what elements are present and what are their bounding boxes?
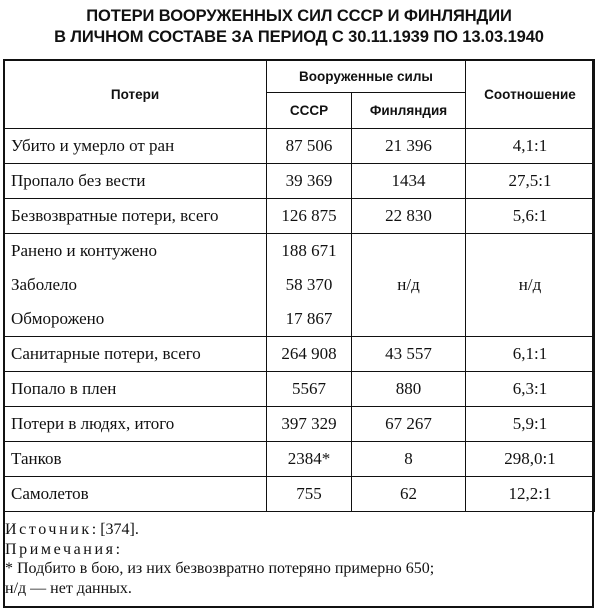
- row-ussr-value: 264 908: [267, 337, 352, 372]
- row-finland-value: 8: [352, 442, 466, 477]
- row-label: Пропало без вести: [4, 164, 267, 199]
- row-label: Попало в плен: [4, 372, 267, 407]
- row-ussr-value: 17 867: [267, 302, 352, 337]
- row-label: Безвозвратные потери, всего: [4, 199, 267, 234]
- source-line: [5, 520, 590, 540]
- row-ussr-value: 58 370: [267, 268, 352, 302]
- row-label: Обморожено: [4, 302, 267, 337]
- row-label: Заболело: [4, 268, 267, 302]
- table-row: [4, 407, 595, 442]
- table-row: [4, 199, 595, 234]
- row-finland-value: 21 396: [352, 129, 466, 164]
- header-ratio: Соотношение: [466, 60, 595, 129]
- table-row: [4, 337, 595, 372]
- row-ussr-value: 126 875: [267, 199, 352, 234]
- remarks-label: Примечания: [5, 540, 116, 558]
- row-label: Ранено и контужено: [4, 234, 267, 269]
- row-ussr-value: 755: [267, 477, 352, 512]
- row-ussr-value: 39 369: [267, 164, 352, 199]
- row-ratio-value: 4,1:1: [466, 129, 595, 164]
- row-ratio-value: 27,5:1: [466, 164, 595, 199]
- header-finland: Финляндия: [352, 93, 466, 129]
- header-losses: Потери: [4, 60, 267, 129]
- footnote-nd: н/д — нет данных.: [5, 579, 132, 597]
- remarks-heading: [5, 540, 590, 560]
- row-finland-value: н/д: [352, 234, 466, 337]
- row-label: Танков: [4, 442, 267, 477]
- row-label: Потери в людях, итого: [4, 407, 267, 442]
- row-ratio-value: 6,3:1: [466, 372, 595, 407]
- table-row: [4, 164, 595, 199]
- header-ussr: СССР: [267, 93, 352, 129]
- table-row: [4, 129, 595, 164]
- table-row: [4, 477, 595, 512]
- row-ussr-value: 397 329: [267, 407, 352, 442]
- source-value: : [374].: [91, 521, 139, 538]
- row-finland-value: 880: [352, 372, 466, 407]
- header-armed-forces: Вооруженные силы: [267, 60, 466, 93]
- row-ratio-value: 5,6:1: [466, 199, 595, 234]
- table-row: [4, 372, 595, 407]
- row-label: Убито и умерло от ран: [4, 129, 267, 164]
- table-row: [4, 442, 595, 477]
- table-row: [4, 234, 595, 269]
- table-title-line-2: В ЛИЧНОМ СОСТАВЕ ЗА ПЕРИОД С 30.11.1939 ПО 13.03.1940: [54, 28, 544, 46]
- row-finland-value: 22 830: [352, 199, 466, 234]
- row-ussr-value: 188 671: [267, 234, 352, 269]
- footnote-asterisk: * Подбито в бою, из них безвозвратно потеряно примерно 650;: [5, 560, 435, 577]
- row-ratio-value: 298,0:1: [466, 442, 595, 477]
- table-title: [0, 6, 598, 48]
- row-label: Санитарные потери, всего: [4, 337, 267, 372]
- row-ussr-value: 2384*: [267, 442, 352, 477]
- row-finland-value: 62: [352, 477, 466, 512]
- row-finland-value: 43 557: [352, 337, 466, 372]
- remarks-colon: :: [115, 540, 121, 558]
- source-label: Источник: [5, 521, 92, 538]
- row-ratio-value: 12,2:1: [466, 477, 595, 512]
- row-finland-value: 67 267: [352, 407, 466, 442]
- losses-table: [3, 59, 595, 512]
- row-finland-value: 1434: [352, 164, 466, 199]
- row-label: Самолетов: [4, 477, 267, 512]
- table-notes: [5, 520, 590, 598]
- row-ussr-value: 5567: [267, 372, 352, 407]
- row-ratio-value: 5,9:1: [466, 407, 595, 442]
- table-title-line-1: ПОТЕРИ ВООРУЖЕННЫХ СИЛ СССР И ФИНЛЯНДИИ: [86, 7, 512, 25]
- row-ratio-value: н/д: [466, 234, 595, 337]
- row-ratio-value: 6,1:1: [466, 337, 595, 372]
- row-ussr-value: 87 506: [267, 129, 352, 164]
